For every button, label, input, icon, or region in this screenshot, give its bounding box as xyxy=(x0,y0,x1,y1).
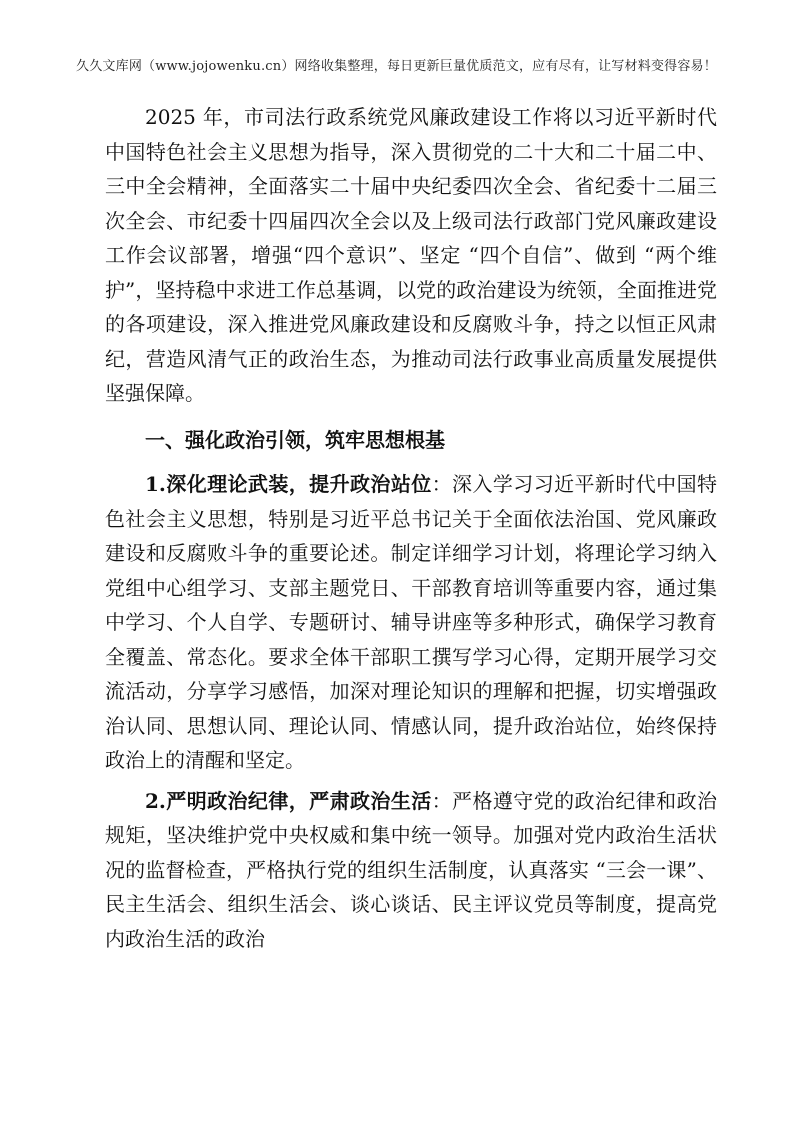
item-2-lead: 2.严明政治纪律，严肃政治生活 xyxy=(145,788,432,813)
item-2-text: ：严格遵守党的政治纪律和政治规矩，坚决维护党中央权威和集中统一领导。加强对党内政治生活状况的监督检查，严格执行党的组织生活制度，认真落实 “三会一课”、民主生活会、组织生活会、谈心谈话、民主评议党员等制度，提高党内政治生活的政治 xyxy=(105,788,717,951)
intro-paragraph: 2025 年，市司法行政系统党风廉政建设工作将以习近平新时代中国特色社会主义思想为指导，深入贯彻党的二十大和二十届二中、三中全会精神，全面落实二十届中央纪委四次全会、省纪委十二届三次全会、市纪委十四届四次全会以及上级司法行政部门党风廉政建设工作会议部署，增强“四个意识”、坚定 “四个自信”、做到 “两个维护”，坚持稳中求进工作总基调，以党的政治建设为统领，全面推进党的各项建设，深入推进党风廉政建设和反腐败斗争，持之以恒正风肃纪，营造风清气正的政治生态，为推动司法行政事业高质量发展提供坚强保障。 xyxy=(105,105,717,405)
section-heading: 一、强化政治引领，筑牢思想根基 xyxy=(145,427,445,452)
header-note: 久久文库网（www.jojowenku.cn）网络收集整理，每日更新巨量优质范文，应有尽有，让写材料变得容易！ xyxy=(76,59,717,74)
document-body xyxy=(105,100,717,956)
item-2-paragraph xyxy=(105,784,717,957)
item-1-paragraph xyxy=(105,467,717,778)
item-1-text: ：深入学习习近平新时代中国特色社会主义思想，特别是习近平总书记关于全面依法治国、党风廉政建设和反腐败斗争的重要论述。制定详细学习计划，将理论学习纳入党组中心组学习、支部主题党日、干部教育培训等重要内容，通过集中学习、个人自学、专题研讨、辅导讲座等多种形式，确保学习教育全覆盖、常态化。要求全体干部职工撰写学习心得，定期开展学习交流活动，分享学习感悟，加深对理论知识的理解和把握，切实增强政治认同、思想认同、理论认同、情感认同，提升政治站位，始终保持政治上的清醒和坚定。 xyxy=(105,472,717,772)
item-1-lead: 1.深化理论武装，提升政治站位 xyxy=(145,472,432,496)
